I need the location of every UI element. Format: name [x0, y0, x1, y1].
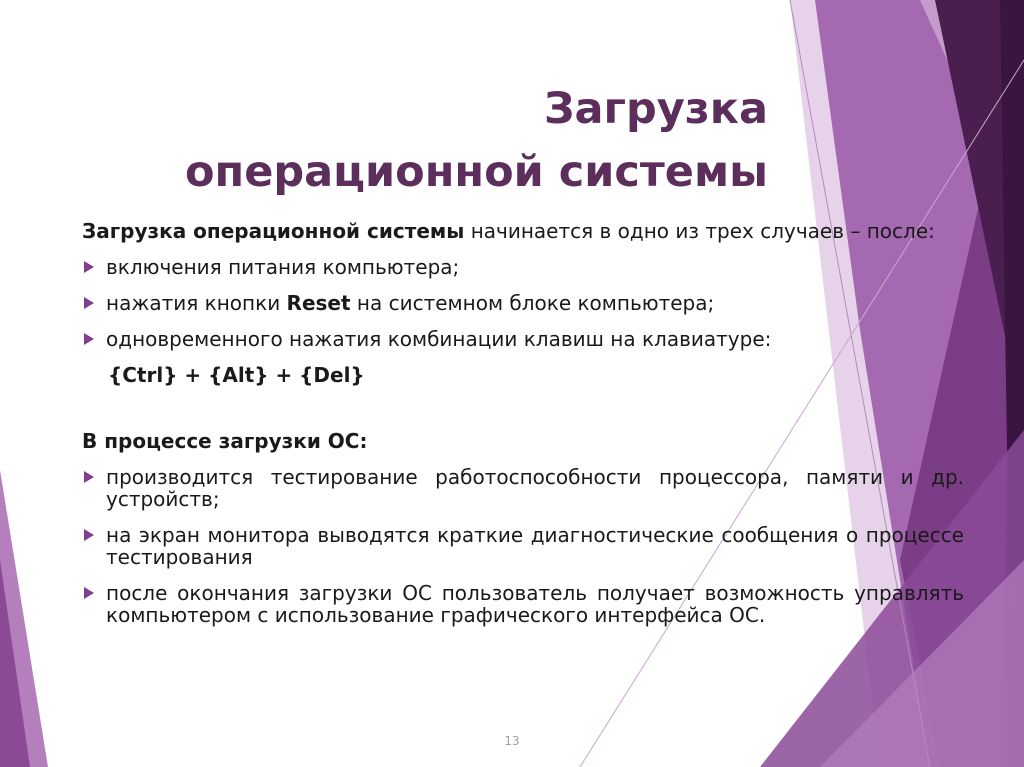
list-item-text: после окончания загрузки ОС пользователь получает возможность управлять компьютером с использование графического интерфейса ОС.: [106, 581, 964, 627]
list-item-text: производится тестирование работоспособности процессора, памяти и др. устройств;: [106, 465, 964, 511]
list-item-text: одновременного нажатия комбинации клавиш на клавиатуре:: [106, 327, 772, 351]
intro-bold: Загрузка операционной системы: [82, 219, 465, 243]
list-item: [82, 466, 964, 510]
list-item-text: на экран монитора выводятся краткие диагностические сообщения о процессе тестирования: [106, 523, 964, 569]
slide-title-line1: Загрузка: [543, 84, 768, 134]
intro-paragraph: [82, 220, 964, 242]
slide-title: [100, 78, 768, 204]
list-item: [82, 256, 964, 278]
slide-number: 13: [504, 734, 520, 748]
list-item: [82, 582, 964, 626]
list-item: [82, 524, 964, 568]
list-item-text: включения питания компьютера;: [106, 255, 460, 279]
slide-body: [82, 220, 964, 626]
list-item: [82, 292, 964, 314]
list-item: [82, 328, 964, 350]
triangle-bullet-icon: [84, 587, 94, 599]
intro-rest: начинается в одно из трех случаев – после:: [464, 219, 935, 243]
slide-title-line2: операционной системы: [184, 147, 768, 197]
triangle-bullet-icon: [84, 529, 94, 541]
list-item-text-suffix: на системном блоке компьютера;: [350, 291, 715, 315]
triangle-bullet-icon: [84, 261, 94, 273]
triangle-bullet-icon: [84, 333, 94, 345]
reset-key-label: Reset: [286, 291, 351, 315]
key-combination: {Ctrl} + {Alt} + {Del}: [108, 363, 365, 387]
triangle-bullet-icon: [84, 297, 94, 309]
process-heading: В процессе загрузки ОС:: [82, 429, 368, 453]
triangle-bullet-icon: [84, 471, 94, 483]
list-item-text-prefix: нажатия кнопки: [106, 291, 287, 315]
